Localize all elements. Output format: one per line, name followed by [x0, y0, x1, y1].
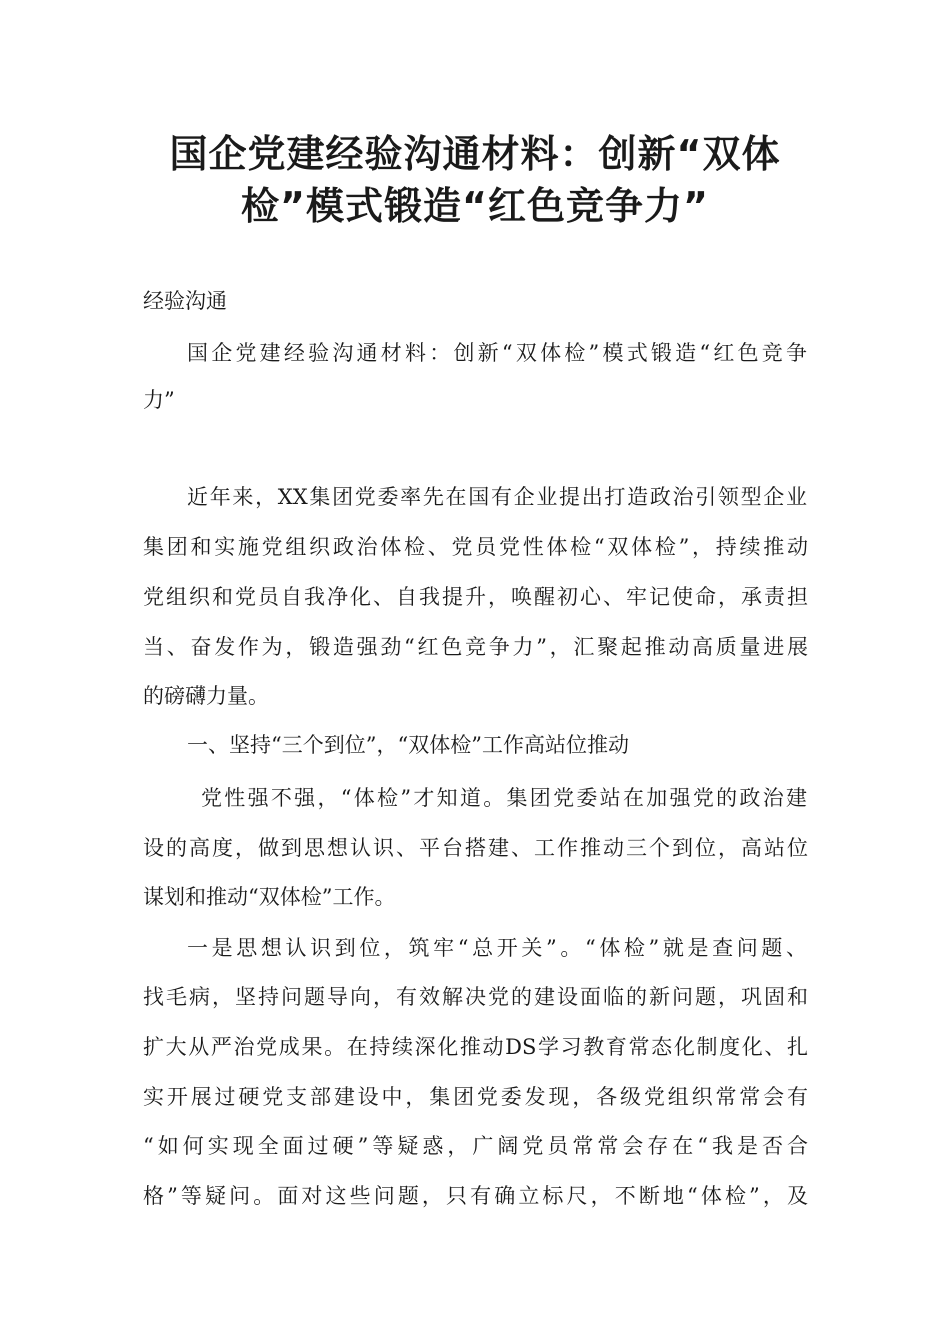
- paragraph-line: 格”等疑问。面对这些问题，只有确立标尺，不断地“体检”，及: [143, 1184, 808, 1208]
- paragraph-line: 近年来，XX集团党委率先在国有企业提出打造政治引领型企业: [187, 485, 807, 509]
- paragraph-line: 设的高度，做到思想认识、平台搭建、工作推动三个到位，高站位: [143, 836, 808, 860]
- category-label: 经验沟通: [143, 289, 227, 313]
- subtitle-line-2: 力”: [143, 388, 175, 412]
- paragraph-line: 的磅礴力量。: [143, 684, 269, 708]
- section-heading: 一、坚持“三个到位”，“双体检”工作高站位推动: [187, 733, 629, 757]
- paragraph-line: 实开展过硬党支部建设中，集团党委发现，各级党组织常常会有: [143, 1085, 808, 1109]
- paragraph-line: 集团和实施党组织政治体检、党员党性体检“双体检”，持续推动: [143, 535, 808, 559]
- document-title-line-2: 检”模式锻造“红色竞争力”: [241, 184, 709, 228]
- paragraph-line: 找毛病，坚持问题导向，有效解决党的建设面临的新问题，巩固和: [143, 985, 808, 1009]
- paragraph-line: “如何实现全面过硬”等疑惑，广阔党员常常会存在“我是否合: [143, 1134, 808, 1158]
- subtitle-line-1: 国企党建经验沟通材料：创新“双体检”模式锻造“红色竞争: [187, 341, 807, 365]
- paragraph-line: 党组织和党员自我净化、自我提升，唤醒初心、牢记使命，承责担: [143, 585, 808, 609]
- paragraph-line: 当、奋发作为，锻造强劲“红色竞争力”，汇聚起推动高质量进展: [143, 635, 808, 659]
- paragraph-line: 一是思想认识到位，筑牢“总开关”。“体检”就是查问题、: [187, 936, 807, 960]
- document-title-line-1: 国企党建经验沟通材料：创新“双体: [169, 132, 781, 176]
- paragraph-line: 扩大从严治党成果。在持续深化推动DS学习教育常态化制度化、扎: [143, 1035, 808, 1059]
- paragraph-line: 党性强不强，“体检”才知道。集团党委站在加强党的政治建: [201, 786, 807, 810]
- paragraph-line: 谋划和推动“双体检”工作。: [143, 885, 396, 909]
